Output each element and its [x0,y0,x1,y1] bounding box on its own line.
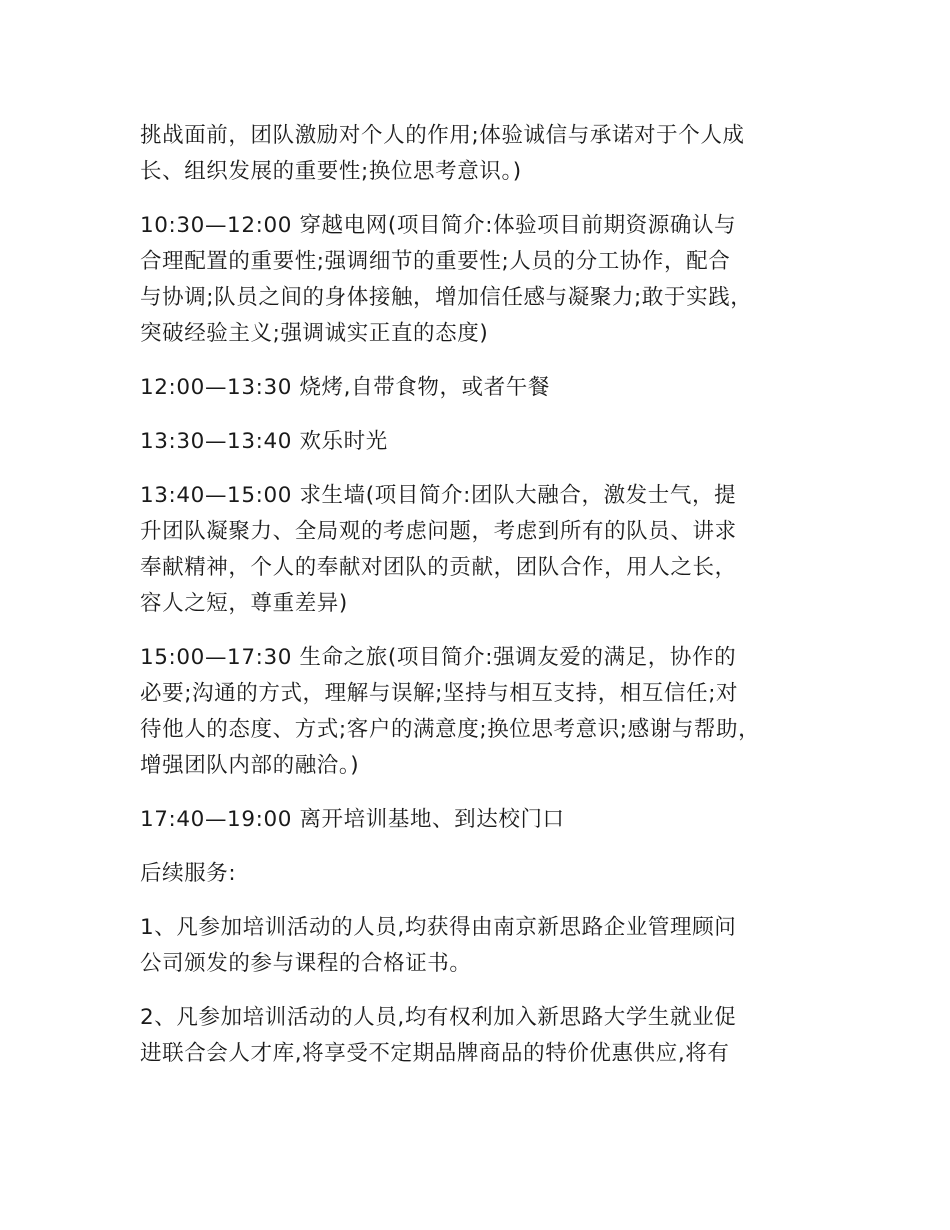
text-line: 长、组织发展的重要性;换位思考意识。) [140,159,522,184]
text-line: 容人之短，尊重差异) [140,591,348,616]
text-line: 公司颁发的参与课程的合格证书。 [140,951,472,976]
text-line: 2、凡参加培训活动的人员,均有权利加入新思路大学生就业促 [140,1005,737,1030]
schedule-item-happy-time [140,424,830,460]
text-line: 升团队凝聚力、全局观的考虑问题，考虑到所有的队员、讲求 [140,519,737,544]
text-line: 突破经验主义;强调诚实正直的态度) [140,321,489,346]
text-line: 必要;沟通的方式，理解与误解;坚持与相互支持，相互信任;对 [140,681,739,706]
schedule-item-departure [140,802,830,838]
text-line: 增强团队内部的融洽。) [140,753,360,778]
document-body [140,118,830,1090]
section-heading-follow-up [140,856,830,892]
service-item-1 [140,910,830,982]
schedule-item-electric-net [140,208,830,352]
schedule-item-survival-wall [140,478,830,622]
text-line: 17:40—19:00 离开培训基地、到达校门口 [140,807,565,832]
text-line: 10:30—12:00 穿越电网(项目简介:体验项目前期资源确认与 [140,213,737,238]
text-line: 进联合会人才库,将享受不定期品牌商品的特价优惠供应,将有 [140,1041,730,1066]
text-line: 1、凡参加培训活动的人员,均获得由南京新思路企业管理顾问 [140,915,737,940]
text-line: 15:00—17:30 生命之旅(项目简介:强调友爱的满足，协作的 [140,645,737,670]
text-line: 13:40—15:00 求生墙(项目简介:团队大融合，激发士气，提 [140,483,737,508]
schedule-item-journey-of-life [140,640,830,784]
service-item-2 [140,1000,830,1072]
text-line: 合理配置的重要性;强调细节的重要性;人员的分工协作，配合 [140,249,731,274]
text-line: 奉献精神，个人的奉献对团队的贡献，团队合作，用人之长， [140,555,737,580]
text-line: 12:00—13:30 烧烤,自带食物，或者午餐 [140,375,550,400]
text-line: 待他人的态度、方式;客户的满意度;换位思考意识;感谢与帮助， [140,717,761,742]
text-line: 13:30—13:40 欢乐时光 [140,429,388,454]
paragraph-intro-continuation [140,118,830,190]
schedule-item-lunch [140,370,830,406]
text-line: 挑战面前，团队激励对个人的作用;体验诚信与承诺对于个人成 [140,123,745,148]
text-line: 后续服务: [140,861,237,886]
text-line: 与协调;队员之间的身体接触，增加信任感与凝聚力;敢于实践， [140,285,753,310]
